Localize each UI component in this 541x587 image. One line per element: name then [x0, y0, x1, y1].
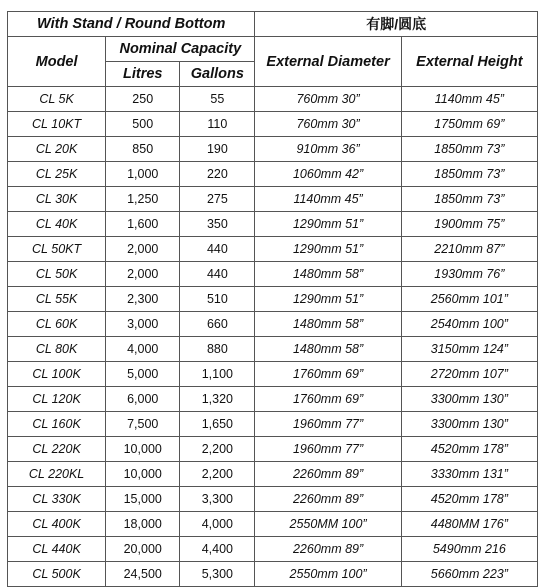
cell-gallons: 350: [180, 212, 255, 237]
header-model: Model: [8, 37, 106, 87]
cell-external-height: 5490mm 216: [401, 537, 537, 562]
cell-external-diameter: 910mm 36”: [255, 137, 401, 162]
cell-gallons: 1,650: [180, 412, 255, 437]
cell-external-height: 2560mm 101”: [401, 287, 537, 312]
cell-external-diameter: 1960mm 77”: [255, 437, 401, 462]
table-row: [8, 337, 538, 362]
cell-external-height: 5660mm 223”: [401, 562, 537, 587]
cell-litres: 15,000: [106, 487, 180, 512]
cell-gallons: 440: [180, 262, 255, 287]
cell-external-diameter: 2550mm 100”: [255, 562, 401, 587]
cell-litres: 2,000: [106, 262, 180, 287]
table-row: [8, 237, 538, 262]
cell-litres: 250: [106, 87, 180, 112]
table-row: [8, 112, 538, 137]
cell-gallons: 2,200: [180, 437, 255, 462]
table-row: [8, 312, 538, 337]
cell-model: CL 160K: [8, 412, 106, 437]
cell-gallons: 4,000: [180, 512, 255, 537]
cell-litres: 5,000: [106, 362, 180, 387]
cell-model: CL 60K: [8, 312, 106, 337]
cell-external-height: 1850mm 73”: [401, 137, 537, 162]
cell-external-height: 1750mm 69”: [401, 112, 537, 137]
cell-model: CL 25K: [8, 162, 106, 187]
cell-litres: 2,000: [106, 237, 180, 262]
cell-external-diameter: 760mm 30”: [255, 112, 401, 137]
table-row: [8, 162, 538, 187]
cell-external-height: 3300mm 130”: [401, 387, 537, 412]
table-row: [8, 562, 538, 587]
cell-litres: 10,000: [106, 462, 180, 487]
cell-gallons: 275: [180, 187, 255, 212]
cell-litres: 1,000: [106, 162, 180, 187]
header-nominal-capacity: Nominal Capacity: [106, 37, 255, 62]
cell-gallons: 220: [180, 162, 255, 187]
cell-external-height: 1900mm 75”: [401, 212, 537, 237]
cell-external-diameter: 1290mm 51”: [255, 287, 401, 312]
cell-external-height: 1850mm 73”: [401, 187, 537, 212]
header-gallons: Gallons: [180, 62, 255, 87]
cell-external-diameter: 760mm 30”: [255, 87, 401, 112]
cell-external-height: 3150mm 124”: [401, 337, 537, 362]
table-body: [8, 87, 538, 587]
cell-external-diameter: 1480mm 58”: [255, 312, 401, 337]
cell-gallons: 510: [180, 287, 255, 312]
cell-external-diameter: 2260mm 89”: [255, 462, 401, 487]
cell-model: CL 220KL: [8, 462, 106, 487]
cell-gallons: 3,300: [180, 487, 255, 512]
cell-external-height: 4520mm 178”: [401, 487, 537, 512]
cell-model: CL 440K: [8, 537, 106, 562]
cell-model: CL 55K: [8, 287, 106, 312]
table-row: [8, 487, 538, 512]
cell-external-diameter: 2260mm 89”: [255, 537, 401, 562]
cell-external-height: 3300mm 130”: [401, 412, 537, 437]
table-row: [8, 262, 538, 287]
cell-litres: 24,500: [106, 562, 180, 587]
cell-model: CL 220K: [8, 437, 106, 462]
table-row: [8, 512, 538, 537]
cell-external-diameter: 1760mm 69”: [255, 387, 401, 412]
cell-litres: 2,300: [106, 287, 180, 312]
cell-model: CL 10KT: [8, 112, 106, 137]
cell-litres: 18,000: [106, 512, 180, 537]
table-header: [8, 12, 538, 87]
cell-external-diameter: 1060mm 42”: [255, 162, 401, 187]
table-row: [8, 412, 538, 437]
cell-litres: 1,250: [106, 187, 180, 212]
cell-external-diameter: 2550MM 100”: [255, 512, 401, 537]
cell-model: CL 50K: [8, 262, 106, 287]
cell-litres: 850: [106, 137, 180, 162]
cell-external-height: 4480MM 176”: [401, 512, 537, 537]
cell-external-diameter: 1140mm 45”: [255, 187, 401, 212]
cell-litres: 4,000: [106, 337, 180, 362]
header-title-cn: 有脚/圆底: [255, 12, 538, 37]
header-external-height: External Height: [401, 37, 537, 87]
table-row: [8, 462, 538, 487]
cell-external-diameter: 1480mm 58”: [255, 262, 401, 287]
cell-external-diameter: 1960mm 77”: [255, 412, 401, 437]
cell-litres: 500: [106, 112, 180, 137]
cell-external-height: 2720mm 107”: [401, 362, 537, 387]
cell-model: CL 50KT: [8, 237, 106, 262]
cell-model: CL 5K: [8, 87, 106, 112]
cell-model: CL 120K: [8, 387, 106, 412]
cell-external-height: 4520mm 178”: [401, 437, 537, 462]
cell-external-height: 1850mm 73”: [401, 162, 537, 187]
table-row: [8, 437, 538, 462]
cell-model: CL 330K: [8, 487, 106, 512]
cell-litres: 20,000: [106, 537, 180, 562]
cell-model: CL 40K: [8, 212, 106, 237]
cell-external-diameter: 1290mm 51”: [255, 237, 401, 262]
tank-spec-table: [7, 11, 538, 587]
table-row: [8, 187, 538, 212]
table-row: [8, 137, 538, 162]
cell-gallons: 880: [180, 337, 255, 362]
cell-gallons: 2,200: [180, 462, 255, 487]
cell-external-diameter: 2260mm 89”: [255, 487, 401, 512]
table-row: [8, 362, 538, 387]
cell-external-height: 1140mm 45”: [401, 87, 537, 112]
header-litres: Litres: [106, 62, 180, 87]
cell-external-height: 2210mm 87”: [401, 237, 537, 262]
cell-model: CL 80K: [8, 337, 106, 362]
cell-external-diameter: 1760mm 69”: [255, 362, 401, 387]
cell-litres: 10,000: [106, 437, 180, 462]
cell-model: CL 400K: [8, 512, 106, 537]
cell-gallons: 660: [180, 312, 255, 337]
table-row: [8, 287, 538, 312]
cell-external-height: 3330mm 131”: [401, 462, 537, 487]
table-row: [8, 87, 538, 112]
cell-gallons: 190: [180, 137, 255, 162]
cell-external-diameter: 1290mm 51”: [255, 212, 401, 237]
table-row: [8, 537, 538, 562]
cell-gallons: 5,300: [180, 562, 255, 587]
cell-gallons: 110: [180, 112, 255, 137]
cell-model: CL 500K: [8, 562, 106, 587]
cell-gallons: 1,100: [180, 362, 255, 387]
header-title: With Stand / Round Bottom: [8, 12, 255, 37]
cell-litres: 6,000: [106, 387, 180, 412]
cell-gallons: 1,320: [180, 387, 255, 412]
cell-litres: 7,500: [106, 412, 180, 437]
cell-model: CL 20K: [8, 137, 106, 162]
table-row: [8, 387, 538, 412]
cell-external-diameter: 1480mm 58”: [255, 337, 401, 362]
cell-external-height: 2540mm 100”: [401, 312, 537, 337]
header-external-diameter: External Diameter: [255, 37, 401, 87]
cell-model: CL 100K: [8, 362, 106, 387]
cell-gallons: 440: [180, 237, 255, 262]
cell-litres: 3,000: [106, 312, 180, 337]
cell-gallons: 55: [180, 87, 255, 112]
cell-gallons: 4,400: [180, 537, 255, 562]
table-row: [8, 212, 538, 237]
cell-litres: 1,600: [106, 212, 180, 237]
cell-model: CL 30K: [8, 187, 106, 212]
cell-external-height: 1930mm 76”: [401, 262, 537, 287]
